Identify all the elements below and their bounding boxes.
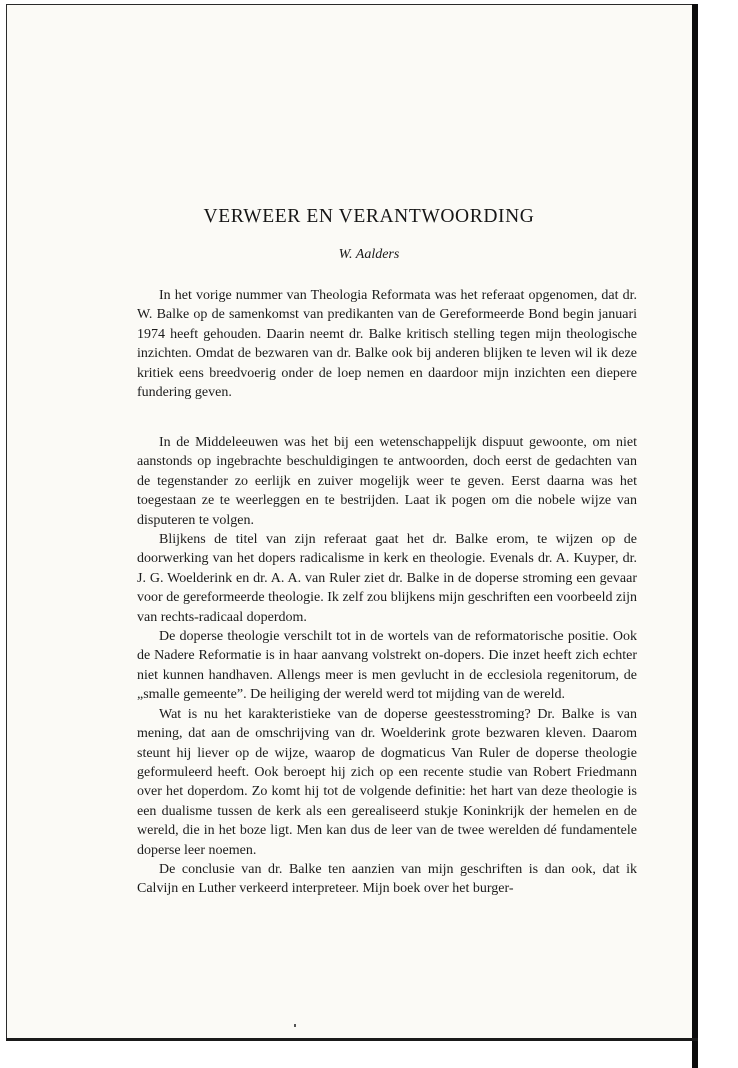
scan-edge-bottom [6,1038,698,1041]
body-section [137,433,637,899]
paragraph: In het vorige nummer van Theologia Reformata was het referaat opgenomen, dat dr. W. Balke op de samenkomst van predikanten van de Gereformeerde Bond begin januari 1974 heeft gehouden. Daarin neemt dr. Balke kritisch stelling tegen mijn theologische inzichten. Omdat de bezwaren van dr. Balke ook bij anderen blijken te leven wil ik deze kritiek eens breedvoerig onder de loep nemen en daardoor mijn inzichten een diepere fundering geven. [137,288,637,401]
paragraph: De doperse theologie verschilt tot in de wortels van de reformatorische positie. Ook de Nadere Reformatie is in haar aanvang volstrekt on-dopers. Die inzet heeft zich echter niet kunnen handhaven. Allengs meer is men gevlucht in de ecclesiola regenitorum, de „smalle gemeente”. De heiliging der wereld werd tot mijding van de wereld. [137,629,637,703]
article-author: W. Aalders [338,247,400,262]
intro-section [137,286,637,402]
paragraph: De conclusie van dr. Balke ten aanzien van mijn geschriften is dan ook, dat ik Calvijn en Luther verkeerd interpreteer. Mijn boek over het burger- [137,861,637,897]
article-title: VERWEER EN VERANTWOORDING [203,206,535,227]
paragraph: Blijkens de titel van zijn referaat gaat het dr. Balke erom, te wijzen op de doorwerking van het dopers radicalisme in kerk en theologie. Evenals dr. A. Kuyper, dr. J. G. Woelderink en dr. A. A. van Ruler ziet dr. Balke in de doperse stroming een gevaar voor de gereformeerde theologie. Ik zelf zou blijkens mijn geschriften een voorbeeld zijn van rechts-radicaal doperdom. [137,532,637,625]
paragraph: In de Middeleeuwen was het bij een wetenschappelijk dispuut gewoonte, om niet aanstonds op ingebrachte beschuldigingen te antwoorden, doch eerst de gedachten van de tegenstander zo eerlijk en zuiver mogelijk weer te geven. Eerst daarna was het toegestaan ze te weerleggen en te bestrijden. Laat ik pogen om die nobele wijze van disputeren te volgen. [137,435,637,528]
paragraph: Wat is nu het karakteristieke van de doperse geestesstroming? Dr. Balke is van mening, dat aan de omschrijving van dr. Woelderink grote bezwaren kleven. Daarom steunt hij liever op de wijze, waarop de dogmaticus Van Ruler de doperse theologie geformuleerd heeft. Ook beroept hij zich op een recente studie van Robert Friedmann over het doperdom. Zo komt hij tot de volgende definitie: het hart van deze theologie is een dualisme tussen de kerk als een gerealiseerd stukje Koninkrijk der hemelen en de wereld, die in het boze ligt. Men kan dus de leer van de twee werelden dé fundamentele doperse leer noemen. [137,706,637,858]
scan-speck [294,1024,296,1027]
scan-edge-right [692,4,698,1068]
